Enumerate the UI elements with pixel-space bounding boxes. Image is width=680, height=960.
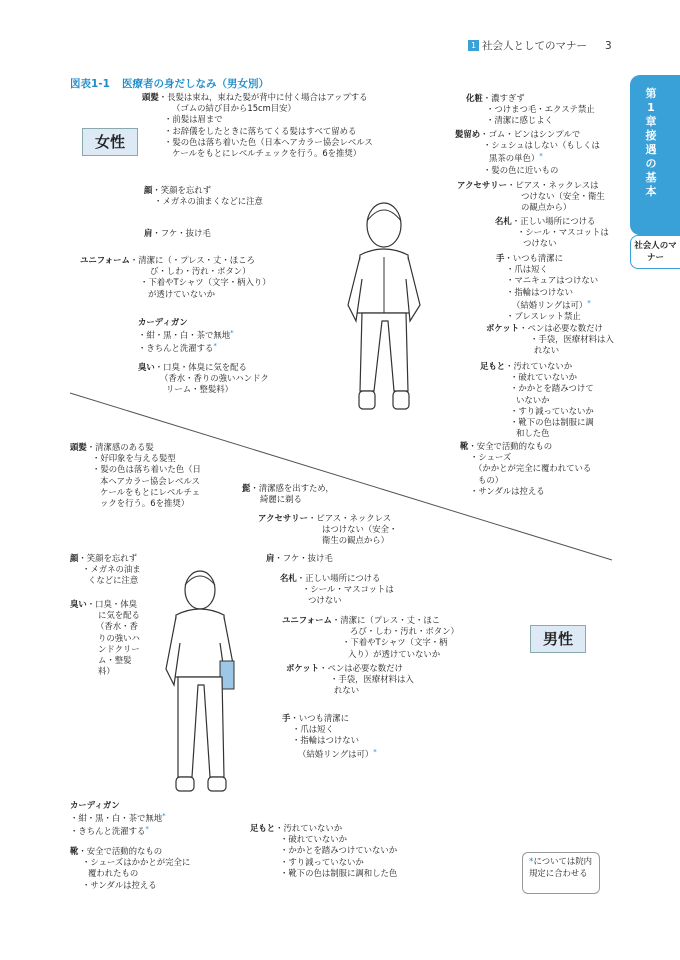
male-beard-head: 髭 <box>242 483 251 493</box>
female-pocket-line-1: ・手袋，医療材料は入 <box>530 334 614 345</box>
female-hairpin-head: 髪留め <box>455 129 481 139</box>
male-shoes-line-1: ・シューズはかかとが完全に <box>82 857 191 868</box>
male-odor-head: 臭い <box>70 599 87 609</box>
female-uniform-line-3: が透けていないか <box>148 288 215 299</box>
female-hair-line-0: ・長髪は束ね，束ねた髪が背中に付く場合はアップする <box>158 92 368 102</box>
female-odor-line-1: （香水・香りの強いハンドク <box>160 373 269 384</box>
male-feet-line-3: ・すり減っていないか <box>280 856 364 867</box>
female-feet-line-0: ・汚れていないか <box>505 361 573 371</box>
female-cardigan-block <box>138 317 298 355</box>
female-odor-head: 臭い <box>138 362 155 372</box>
female-feet-line-2: ・かかとを踏みつけて <box>510 383 594 394</box>
footnote-asterisk: * <box>529 857 534 867</box>
female-hands-block <box>496 253 626 322</box>
female-face-line-0: ・笑顔を忘れず <box>152 185 211 195</box>
female-shoulder-block <box>144 228 264 239</box>
footnote-text: については院内規定に合わせる <box>529 856 592 878</box>
male-face-head: 顔 <box>70 553 79 563</box>
female-hairpin-line-1: ・シュシュはしない（もしくは <box>483 140 600 151</box>
male-label: 男性 <box>530 625 586 653</box>
male-hair-line-4: ケールをもとにレベルチェ <box>100 486 201 497</box>
female-accessory-head: アクセサリー <box>457 180 507 190</box>
male-hair-line-2: ・髪の色は落ち着いた色（日 <box>92 464 201 475</box>
male-nametag-block <box>280 573 430 607</box>
female-feet-line-6: 和した色 <box>516 428 550 439</box>
asterisk-mark: * <box>373 747 377 756</box>
female-makeup-line-1: ・つけまつ毛・エクステ禁止 <box>486 104 595 115</box>
male-odor-line-5: ム・整髪 <box>98 655 132 666</box>
male-cardigan-line-1: ・きちんと洗濯する <box>70 826 146 837</box>
female-shoes-block <box>460 441 620 497</box>
male-nametag-line-2: つけない <box>308 595 342 606</box>
male-odor-line-6: 料） <box>98 666 115 677</box>
female-hairpin-line-0: ・ゴム・ピンはシンプルで <box>480 129 581 139</box>
male-hands-line-2: ・指輪はつけない <box>292 735 359 746</box>
male-pocket-block <box>286 663 436 697</box>
female-hairpin-line-2: 黒茶の単色） <box>489 153 540 164</box>
male-face-block <box>70 553 160 587</box>
male-nametag-head: 名札 <box>280 573 297 583</box>
female-odor-line-0: ・口臭・体臭に気を配る <box>154 362 247 372</box>
male-odor-line-4: ンドクリー <box>98 643 140 654</box>
female-accessory-line-2: の観点から） <box>521 202 572 213</box>
female-face-line-1: ・メガネの油まくなどに注意 <box>154 196 263 207</box>
male-pocket-line-2: れない <box>334 685 360 696</box>
female-hands-head: 手 <box>496 253 505 263</box>
chapter-side-tab-label: 第1章 接遇の基本 <box>645 87 657 198</box>
male-accessory-line-2: 衛生の観点から） <box>322 535 389 546</box>
male-uniform-line-1: ろび・しわ・汚れ・ボタン） <box>350 626 459 637</box>
female-accessory-line-1: つけない（安全・衛生 <box>521 191 605 202</box>
male-accessory-block <box>258 513 428 547</box>
section-side-tab[interactable]: 社会人のマナー <box>630 235 680 269</box>
female-hands-line-5: ・ブレスレット禁止 <box>506 311 581 322</box>
male-hands-block <box>282 713 422 760</box>
female-feet-line-5: ・靴下の色は制服に調 <box>510 417 594 428</box>
male-shoulder-head: 肩 <box>266 553 275 563</box>
asterisk-mark: * <box>230 329 234 338</box>
female-pocket-head: ポケット <box>486 323 520 333</box>
female-shoes-line-3: もの） <box>478 474 504 485</box>
female-uniform-line-2: ・下着やTシャツ（文字・柄入り） <box>140 277 271 288</box>
female-feet-head: 足もと <box>480 361 506 371</box>
figure-caption: 医療者の身だしなみ（男女別） <box>121 78 269 90</box>
female-nametag-line-2: つけない <box>523 238 557 249</box>
female-hands-line-4: （結婚リングは可） <box>512 299 588 310</box>
asterisk-mark: * <box>162 812 166 821</box>
male-nametag-line-0: ・正しい場所につける <box>296 573 381 583</box>
male-uniform-head: ユニフォーム <box>282 615 332 625</box>
male-uniform-line-3: 入り）が透けていないか <box>348 648 441 659</box>
male-feet-line-0: ・汚れていないか <box>275 823 343 833</box>
female-pocket-line-0: ・ペンは必要な数だけ <box>519 323 603 333</box>
female-shoes-line-0: ・安全で活動的なもの <box>468 441 553 451</box>
female-makeup-block <box>466 93 626 127</box>
male-uniform-block <box>282 615 482 660</box>
female-hands-line-3: ・指輪はつけない <box>506 286 573 297</box>
male-shoes-block <box>70 846 240 891</box>
male-cardigan-head: カーディガン <box>70 800 120 810</box>
male-feet-line-4: ・靴下の色は制服に調和した色 <box>280 867 398 878</box>
female-shoes-head: 靴 <box>460 441 469 451</box>
male-pocket-line-1: ・手袋，医療材料は入 <box>330 674 414 685</box>
male-shoulder-line-0: ・フケ・抜け毛 <box>274 553 333 563</box>
male-hair-block <box>70 442 230 509</box>
male-beard-block <box>242 483 382 505</box>
male-hands-head: 手 <box>282 713 291 723</box>
female-hair-head: 頭髪 <box>142 92 159 102</box>
female-cardigan-head: カーディガン <box>138 317 188 327</box>
chapter-mark: 1 <box>468 40 479 51</box>
male-shoes-line-3: ・サンダルは控える <box>82 879 157 890</box>
male-hair-line-0: ・清潔感のある髪 <box>86 442 154 452</box>
female-hair-line-5: ケールをもとにレベルチェックを行う。6を推奨） <box>172 148 362 159</box>
page-number: 3 <box>605 40 612 52</box>
male-face-line-1: ・メガネの油ま <box>82 564 141 575</box>
female-nametag-line-0: ・正しい場所につける <box>511 216 596 226</box>
male-odor-line-0: ・口臭・体臭 <box>86 599 137 609</box>
female-hair-line-1: （ゴムの結び目から15cm目安） <box>172 103 296 114</box>
footnote-box <box>522 852 600 894</box>
female-shoes-line-2: （かかとが完全に覆われている <box>474 463 592 474</box>
female-hair-line-4: ・髪の色は落ち着いた色（日本ヘアカラー協会レベルス <box>164 136 373 147</box>
male-hair-head: 頭髪 <box>70 442 87 452</box>
female-pocket-line-2: れない <box>534 345 560 356</box>
male-accessory-head: アクセサリー <box>258 513 308 523</box>
female-shoulder-line-0: ・フケ・抜け毛 <box>152 228 211 238</box>
male-shoes-head: 靴 <box>70 846 79 856</box>
female-face-block <box>144 185 314 207</box>
female-makeup-line-0: ・濃すぎず <box>482 93 525 103</box>
male-pocket-line-0: ・ペンは必要な数だけ <box>319 663 403 673</box>
asterisk-mark: * <box>145 825 149 834</box>
female-hands-line-1: ・爪は短く <box>506 264 548 275</box>
male-odor-line-1: に気を配る <box>98 610 140 621</box>
male-odor-line-2: （香水・香 <box>96 621 138 632</box>
female-cardigan-line-1: ・きちんと洗濯する <box>138 343 214 354</box>
figure-number: 図表1-1 <box>70 78 110 90</box>
chapter-title: 社会人としてのマナー <box>482 40 587 52</box>
female-feet-line-1: ・破れていないか <box>510 372 577 383</box>
female-hands-line-2: ・マニキュアはつけない <box>506 275 599 286</box>
male-uniform-line-0: ・清潔に（プレス・丈・ほこ <box>331 615 441 625</box>
male-pocket-head: ポケット <box>286 663 320 673</box>
male-hair-line-3: 本ヘアカラー協会レベルス <box>100 475 200 486</box>
male-cardigan-line-0: ・紺・黒・白・茶で無地 <box>70 813 163 824</box>
female-feet-block <box>480 361 620 439</box>
asterisk-mark: * <box>213 342 217 351</box>
female-label: 女性 <box>82 128 138 156</box>
male-hair-line-1: ・好印象を与える髪型 <box>92 453 176 464</box>
male-odor-block <box>70 599 160 677</box>
female-uniform-line-1: び・しわ・汚れ・ボタン） <box>150 266 251 277</box>
female-hairpin-line-3: ・髪の色に近いもの <box>483 164 559 175</box>
male-shoes-line-2: 覆われたもの <box>88 868 139 879</box>
male-feet-block <box>250 823 440 879</box>
male-face-line-2: くなどに注意 <box>88 575 139 586</box>
male-uniform-line-2: ・下着やTシャツ（文字・柄 <box>342 637 448 648</box>
female-pocket-block <box>486 323 626 357</box>
male-beard-line-1: 綺麗に剃る <box>260 494 302 505</box>
male-hands-line-3: （結婚リングは可） <box>298 748 374 759</box>
male-odor-line-3: りの強いハ <box>98 632 140 643</box>
female-cardigan-line-0: ・紺・黒・白・茶で無地 <box>138 330 231 341</box>
female-shoulder-head: 肩 <box>144 228 153 238</box>
male-shoulder-block <box>266 553 386 564</box>
female-uniform-head: ユニフォーム <box>80 255 130 265</box>
female-shoes-line-1: ・シューズ <box>470 452 512 463</box>
asterisk-mark: * <box>587 298 591 307</box>
female-hair-block <box>142 92 422 159</box>
female-makeup-head: 化粧 <box>466 93 483 103</box>
male-hair-line-5: ックを行う。6を推奨） <box>100 498 190 509</box>
female-shoes-line-4: ・サンダルは控える <box>470 485 545 496</box>
male-feet-line-2: ・かかとを踏みつけていないか <box>280 845 398 856</box>
male-feet-line-1: ・破れていないか <box>280 834 347 845</box>
male-nurse-illustration <box>160 565 250 805</box>
male-hands-line-0: ・いつも清潔に <box>290 713 349 723</box>
female-feet-line-4: ・すり減っていないか <box>510 405 594 416</box>
asterisk-mark: * <box>539 152 543 161</box>
female-nametag-head: 名札 <box>495 216 512 226</box>
male-cardigan-block <box>70 800 240 838</box>
female-uniform-line-0: ・清潔に（・プレス・丈・ほころ <box>129 255 255 265</box>
female-hair-line-3: ・お辞儀をしたときに落ちてくる髪はすべて留める <box>164 125 357 136</box>
male-hands-line-1: ・爪は短く <box>292 724 334 735</box>
male-shoes-line-0: ・安全で活動的なもの <box>78 846 163 856</box>
female-hair-line-2: ・前髪は眉まで <box>164 114 223 125</box>
female-nametag-block <box>495 216 625 250</box>
female-accessory-line-0: ・ピアス・ネックレスは <box>507 180 599 190</box>
female-odor-line-2: リーム・整髪料） <box>166 384 233 395</box>
male-nametag-line-1: ・シール・マスコットは <box>302 584 394 595</box>
female-hairpin-block <box>455 129 625 176</box>
male-accessory-line-0: ・ピアス・ネックレス <box>308 513 392 523</box>
male-feet-head: 足もと <box>250 823 276 833</box>
female-uniform-block <box>80 255 300 300</box>
female-feet-line-3: いないか <box>516 394 550 405</box>
male-face-line-0: ・笑顔を忘れず <box>78 553 137 563</box>
female-accessory-block <box>457 180 627 214</box>
male-beard-line-0: ・清潔感を出すため， <box>250 483 334 493</box>
female-odor-block <box>138 362 318 396</box>
male-accessory-line-1: はつけない（安全・ <box>322 524 398 535</box>
female-nurse-illustration <box>340 195 430 425</box>
female-nametag-line-1: ・シール・マスコットは <box>517 227 609 238</box>
female-hands-line-0: ・いつも清潔に <box>504 253 563 263</box>
female-makeup-line-2: ・清潔に感じよく <box>486 115 553 126</box>
female-face-head: 顔 <box>144 185 153 195</box>
